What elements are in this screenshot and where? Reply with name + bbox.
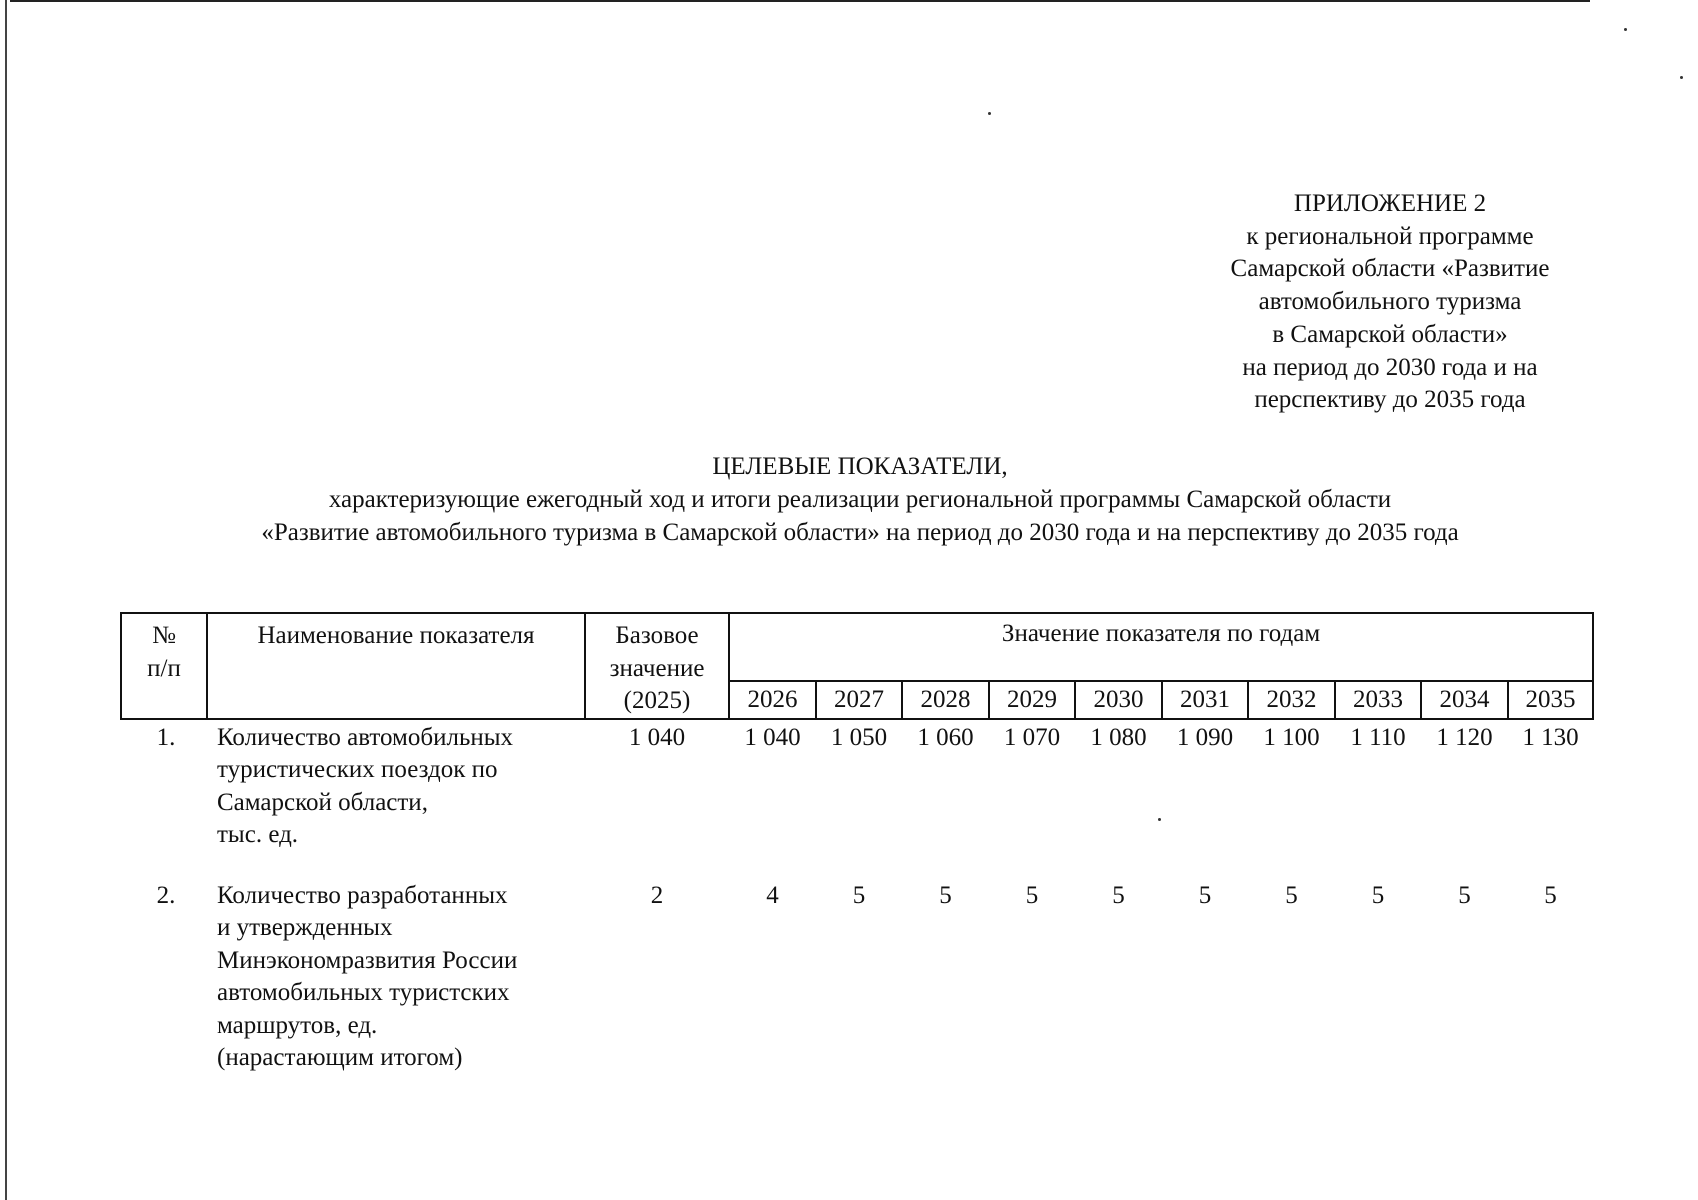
scan-speck [1624,28,1627,31]
indicator-name-line: Самарской области, [217,788,428,816]
row-number: 1. [156,723,176,751]
column-group-header-years: Значение показателя по годам [729,613,1593,681]
header-text: (2025) [623,687,691,714]
column-header-name: Наименование показателя [207,613,585,719]
year-value: 5 [1112,881,1125,909]
column-header-number [121,613,207,719]
header-text: п/п [147,654,181,682]
document-subtitle-line: характеризующие ежегодный ход и итоги реализации региональной программы Самарской области [328,486,1392,513]
scan-speck [988,112,991,115]
indicator-name-line: туристических поездок по [217,756,498,783]
indicator-name-line: (нарастающим итогом) [217,1044,463,1071]
indicator-name [207,719,585,880]
table-row [121,880,1593,1110]
header-text: значение [609,654,705,682]
document-heading [140,450,1580,549]
year-header: 2032 [1248,681,1335,718]
indicator-name-line: и утвержденных [217,914,393,941]
year-value: 1 090 [1176,723,1234,751]
appendix-title: ПРИЛОЖЕНИЕ 2 [1293,190,1487,217]
appendix-line: на период до 2030 года и на [1242,353,1538,381]
year-header: 2031 [1162,681,1248,718]
year-header: 2033 [1335,681,1421,718]
year-value: 5 [939,881,952,909]
indicator-name-line: Минэкономразвития России [217,946,518,974]
year-header: 2027 [816,681,902,718]
year-value: 1 100 [1263,723,1320,751]
year-value: 5 [1285,881,1298,909]
year-header: 2028 [902,681,989,718]
year-header: 2035 [1508,681,1593,718]
scan-speck [1680,76,1683,79]
year-value: 1 110 [1350,723,1406,751]
indicators-table [120,612,1594,1110]
year-value: 1 050 [830,723,888,751]
year-value: 1 070 [1003,723,1061,751]
appendix-line: к региональной программе [1246,222,1534,250]
year-value: 1 130 [1522,723,1579,751]
document-title: ЦЕЛЕВЫЕ ПОКАЗАТЕЛИ, [712,453,1008,480]
column-header-base-value [585,613,729,719]
appendix-line: перспективу до 2035 года [1254,386,1526,414]
indicator-name-line: Количество разработанных [217,881,508,909]
appendix-header [1180,188,1600,417]
year-value: 1 040 [744,723,801,751]
scan-edge-left [5,0,7,1200]
year-header: 2026 [729,681,816,718]
indicator-name [207,880,585,1110]
year-value: 5 [1371,881,1385,909]
indicator-name-line: маршрутов, ед. [217,1011,378,1039]
year-value: 4 [766,881,779,909]
year-value: 1 120 [1436,723,1493,751]
year-header: 2034 [1421,681,1508,718]
year-header: 2030 [1075,681,1162,718]
base-value: 2 [650,881,664,909]
year-value: 5 [852,881,866,909]
scan-edge-top [10,0,1590,2]
base-value: 1 040 [628,723,686,751]
indicator-name-line: Количество автомобильных [217,723,514,751]
year-value: 5 [1458,881,1471,909]
year-header: 2029 [989,681,1075,718]
appendix-line: Самарской области «Развитие [1230,255,1550,283]
indicator-name-line: тыс. ед. [217,821,299,848]
year-value: 5 [1198,881,1212,909]
header-text: № [152,622,176,649]
row-number: 2. [156,881,176,909]
year-value: 1 060 [917,723,974,751]
year-value: 5 [1544,881,1557,909]
indicator-name-line: автомобильных туристских [217,979,510,1006]
appendix-line: в Самарской области» [1272,320,1508,348]
year-value: 5 [1025,881,1039,909]
appendix-line: автомобильного туризма [1258,288,1522,316]
table-row [121,719,1593,880]
header-text: Базовое [615,622,699,649]
document-subtitle-line: «Развитие автомобильного туризма в Самарской области» на период до 2030 года и на перспективу до 2035 года [261,519,1459,546]
year-value: 1 080 [1090,723,1147,751]
